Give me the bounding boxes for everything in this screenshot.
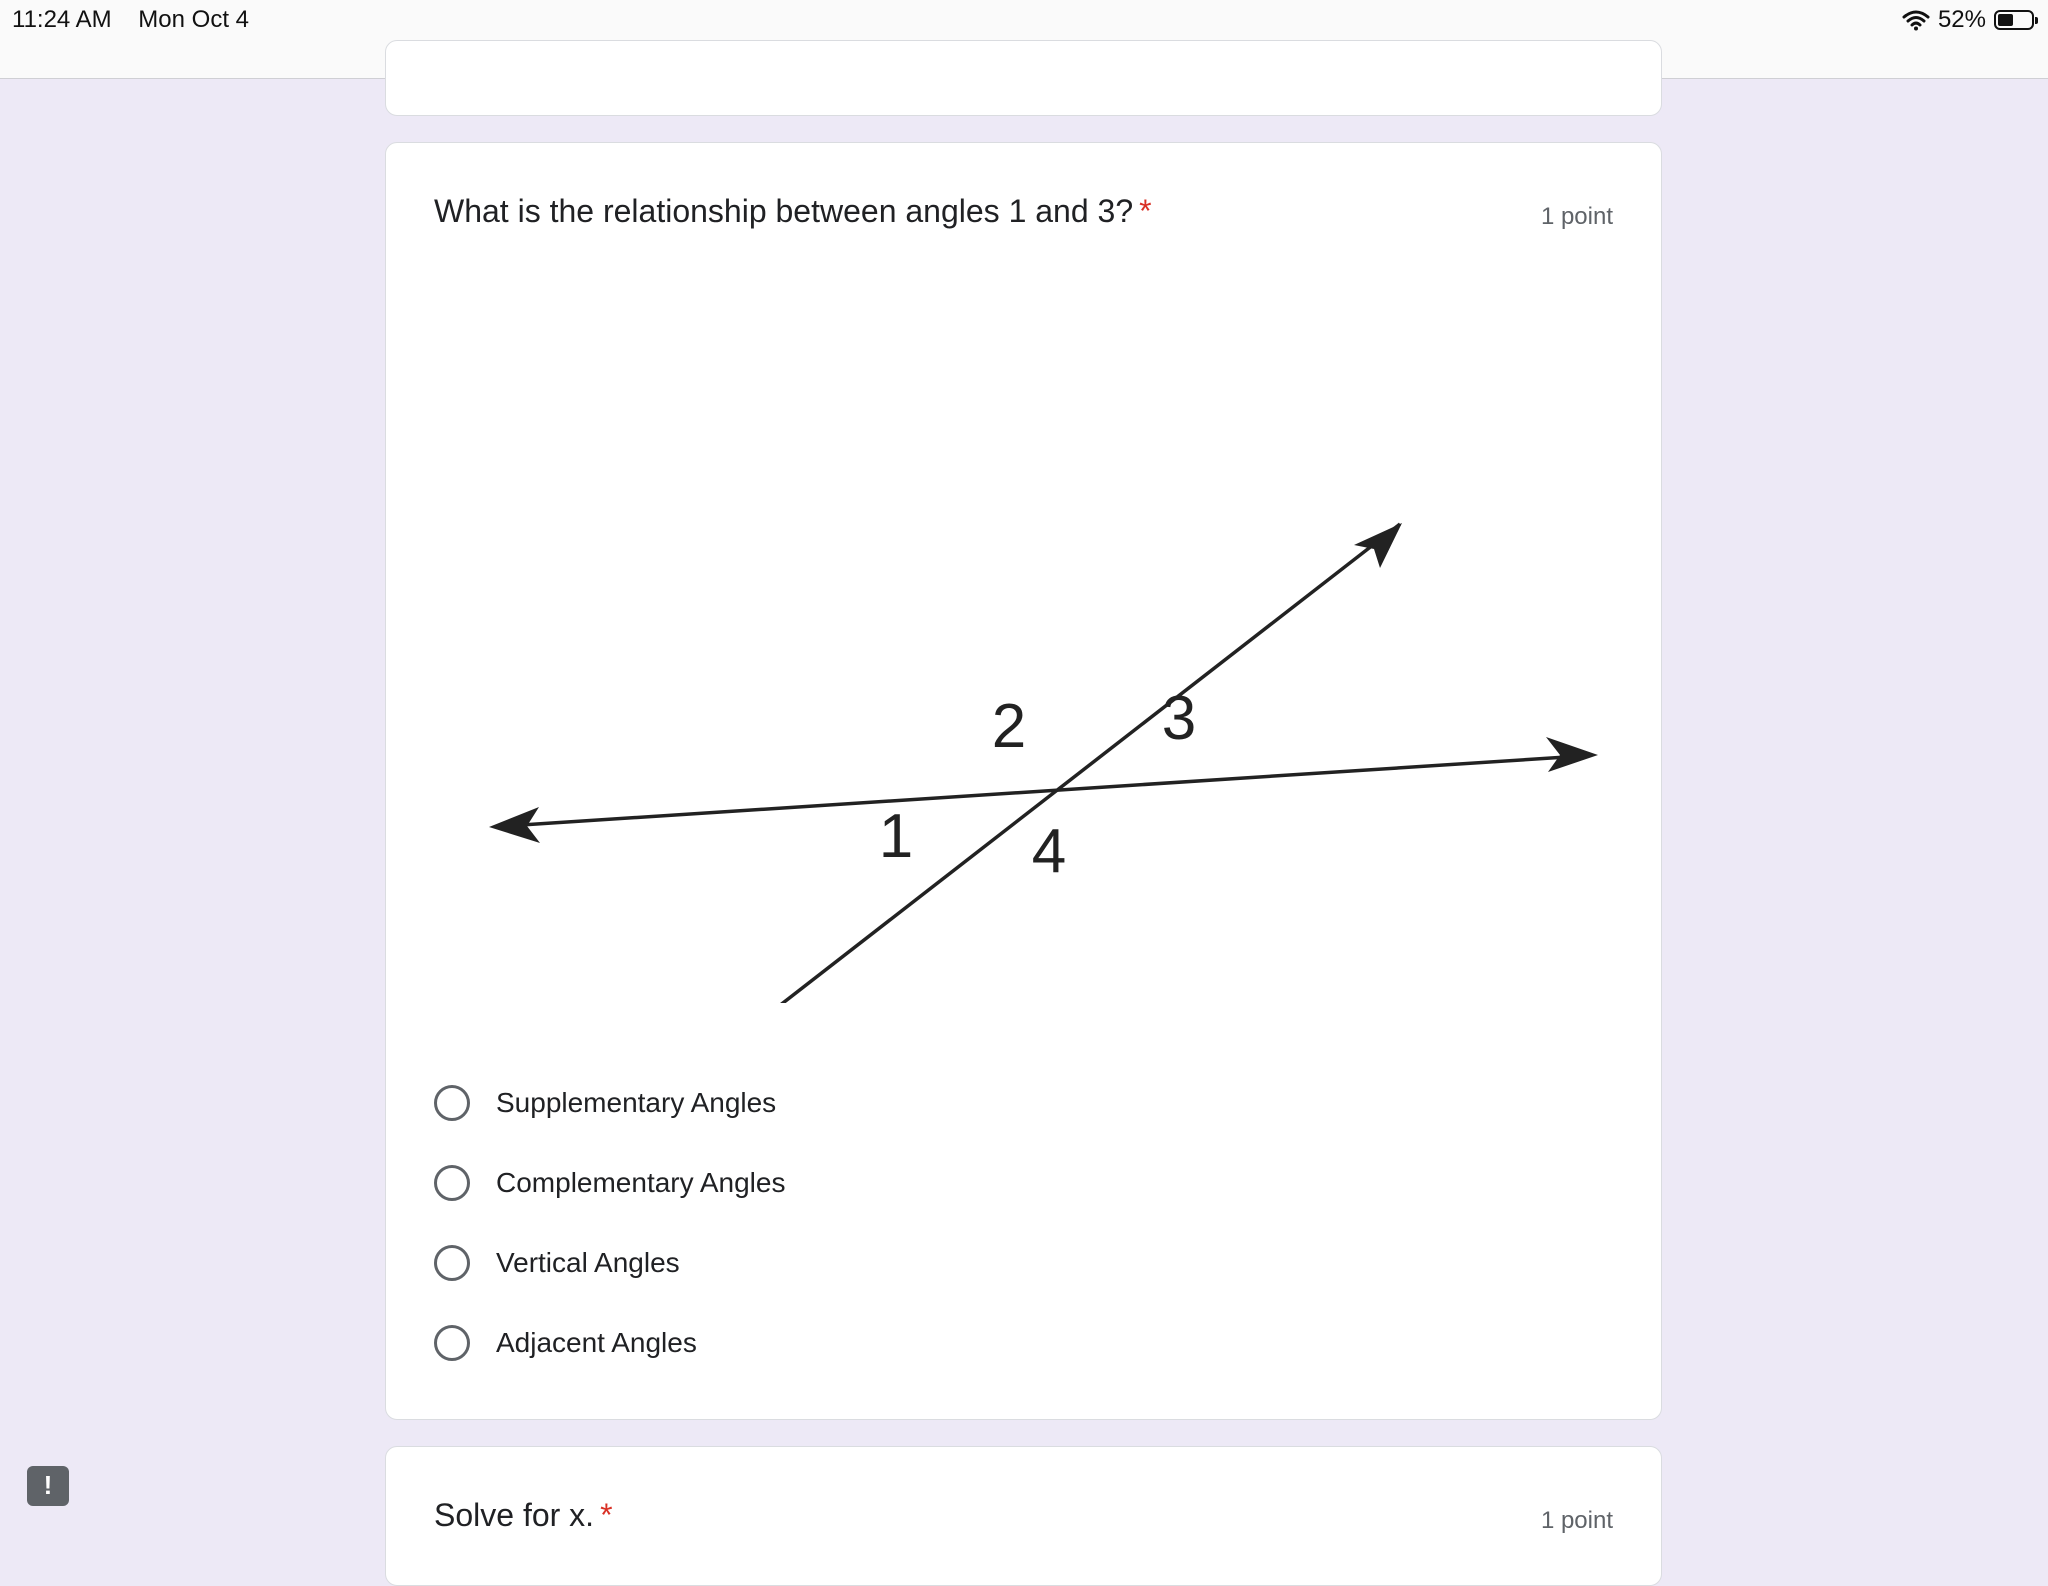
angle-label-4: 4 [1031,817,1067,886]
status-time: 11:24 AM [12,6,112,33]
wifi-icon [1902,9,1930,31]
question-card [385,142,1662,1420]
question-text: What is the relationship between angles 1 and 3? [434,193,1134,229]
question-points: 1 point [1540,203,1613,230]
answer-options [434,1063,785,1383]
battery-icon [1994,10,2034,30]
option-adjacent[interactable] [434,1303,785,1383]
option-vertical[interactable] [434,1223,785,1303]
radio-button[interactable] [434,1325,470,1361]
question-title [434,193,1152,230]
option-label: Vertical Angles [496,1247,680,1278]
battery-level [1998,14,2013,26]
next-question-text: Solve for x. [434,1497,595,1533]
arrowhead-top [1354,523,1402,568]
next-question-points: 1 point [1540,1507,1613,1534]
angle-label-2: 2 [991,692,1027,761]
option-label: Supplementary Angles [496,1087,777,1118]
angle-label-1: 1 [878,802,914,871]
transversal-line-horizontal [506,756,1582,826]
arrowhead-right [1546,737,1598,772]
previous-question-card [385,40,1662,116]
option-label: Adjacent Angles [496,1327,697,1358]
battery-percent: 52% [1937,6,1986,33]
next-question-title [434,1497,613,1534]
status-time-date [12,6,269,34]
report-feedback-icon[interactable]: ! [27,1466,69,1506]
angles-diagram [434,323,1614,1003]
required-asterisk: * [600,1497,613,1533]
status-indicators [1902,6,2034,34]
radio-button[interactable] [434,1085,470,1121]
angle-label-3: 3 [1161,684,1197,753]
option-complementary[interactable] [434,1143,785,1223]
next-question-card [385,1446,1662,1586]
transversal-line-diagonal [676,524,1400,1003]
required-asterisk: * [1139,193,1152,229]
status-date: Mon Oct 4 [138,6,250,33]
option-label: Complementary Angles [496,1167,786,1198]
radio-button[interactable] [434,1245,470,1281]
radio-button[interactable] [434,1165,470,1201]
option-supplementary[interactable] [434,1063,785,1143]
